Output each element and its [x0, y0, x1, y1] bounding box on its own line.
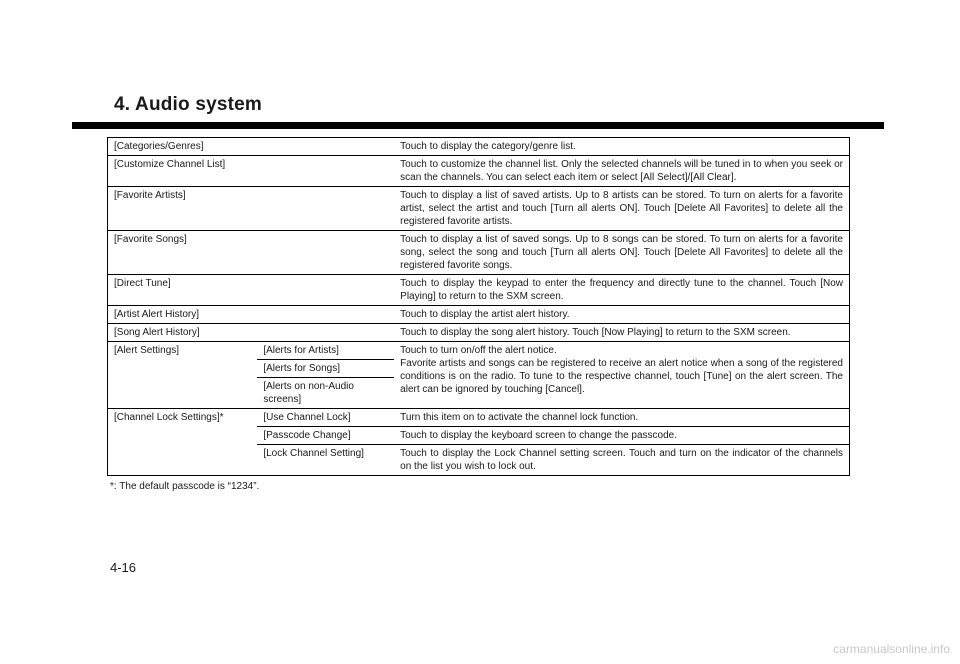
item-description: Touch to display a list of saved artists. Up to 8 artists can be stored. To turn on alerts for a favorite artist, select the artist and touch [Turn all alerts ON]. Touch [Delete All Favorites] to delete all the registered favorite artists.	[394, 187, 849, 231]
table-row	[108, 138, 850, 156]
item-description: Touch to display the keypad to enter the frequency and directly tune to the channel. Touch [Now Playing] to return to the SXM screen.	[394, 275, 849, 306]
item-label: [Customize Channel List]	[108, 156, 395, 187]
sub-item-label: [Alerts on non-Audio screens]	[257, 378, 394, 409]
item-description: Touch to display the Lock Channel setting screen. Touch and turn on the indicator of the channels on the list you wish to lock out.	[394, 445, 849, 476]
item-label: [Direct Tune]	[108, 275, 395, 306]
table-row	[108, 275, 850, 306]
item-label: [Favorite Songs]	[108, 231, 395, 275]
title-rule	[72, 122, 884, 129]
item-description: Touch to display the keyboard screen to change the passcode.	[394, 427, 849, 445]
item-label: [Channel Lock Settings]*	[108, 409, 258, 476]
item-label: [Alert Settings]	[108, 342, 258, 409]
item-description: Touch to display the artist alert history.	[394, 306, 849, 324]
item-label: [Categories/Genres]	[114, 141, 204, 152]
sub-item-label: [Alerts for Songs]	[257, 360, 394, 378]
page-title: 4. Audio system	[114, 94, 263, 115]
description-line: Touch to turn on/off the alert notice.	[400, 345, 557, 356]
sub-item-label: [Use Channel Lock]	[257, 409, 394, 427]
item-description: Touch to display a list of saved songs. Up to 8 songs can be stored. To turn on alerts for a favorite song, select the song and touch [Turn all alerts ON]. Touch [Delete All Favorites] to delete all the registered favorite songs.	[394, 231, 849, 275]
footnote: *: The default passcode is “1234”.	[110, 481, 260, 492]
item-description	[394, 342, 849, 409]
settings-table	[107, 137, 850, 476]
item-description: Turn this item on to activate the channel lock function.	[394, 409, 849, 427]
item-description: Touch to display the category/genre list.	[400, 141, 576, 152]
table-row	[108, 187, 850, 231]
item-description: Touch to display the song alert history. Touch [Now Playing] to return to the SXM screen.	[394, 324, 849, 342]
sub-item-label: [Lock Channel Setting]	[257, 445, 394, 476]
sub-item-label: [Passcode Change]	[257, 427, 394, 445]
watermark[interactable]: carmanualsonline.info	[833, 642, 950, 656]
sub-item-label: [Alerts for Artists]	[257, 342, 394, 360]
page-number: 4-16	[110, 560, 137, 575]
item-label: [Favorite Artists]	[108, 187, 395, 231]
item-description: Touch to customize the channel list. Only the selected channels will be tuned in to when you seek or scan the channels. You can select each item or select [All Select]/[All Clear].	[394, 156, 849, 187]
table-row	[108, 324, 850, 342]
item-label: [Artist Alert History]	[108, 306, 395, 324]
item-label: [Song Alert History]	[108, 324, 395, 342]
description-line: Favorite artists and songs can be registered to receive an alert notice when a song of the registered conditions is on the radio. To tune to the respective channel, touch [Tune] on the alert screen. The alert can be ignored by touching [Cancel].	[400, 358, 843, 395]
table-row	[108, 342, 850, 360]
table-row	[108, 409, 850, 427]
table-row	[108, 156, 850, 187]
table-row	[108, 231, 850, 275]
table-row	[108, 306, 850, 324]
